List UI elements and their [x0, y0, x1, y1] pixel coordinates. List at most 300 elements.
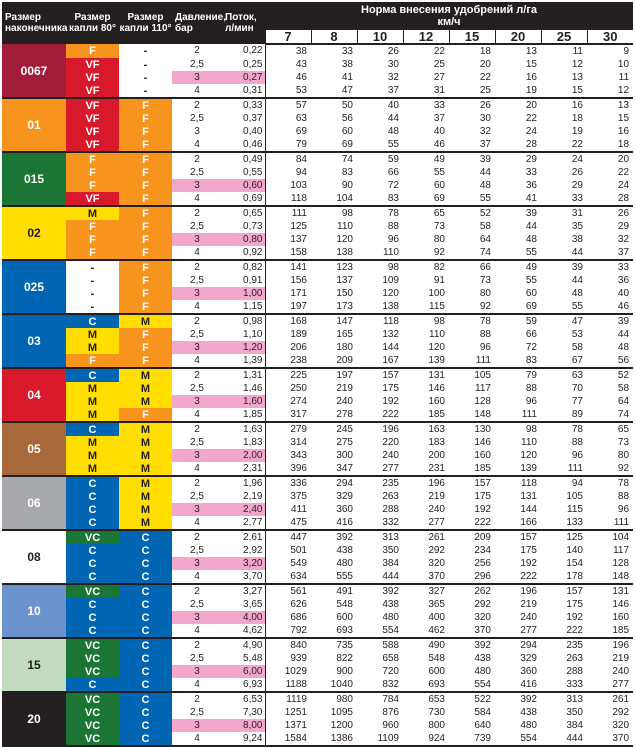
rate-cell: 175 [474, 490, 491, 502]
rate-cell: 231 [403, 462, 449, 476]
table-row [2, 570, 633, 584]
rate-cell: 37 [587, 246, 633, 260]
rate-cell: 1386 [311, 732, 357, 746]
drop-110-badge: F [119, 260, 172, 274]
rate-cell: 100 [428, 287, 445, 299]
drop-110-badge: C [119, 732, 172, 746]
rate-cell: 38 [571, 233, 583, 245]
drop-80-badge: VC [66, 584, 119, 598]
drop-110-badge: F [119, 112, 172, 125]
rate-cell: 92 [449, 300, 495, 314]
drop-110-badge: C [119, 652, 172, 665]
table-row [2, 395, 633, 408]
rate-cell: 148 [449, 408, 495, 422]
rate-cell: 600 [336, 611, 353, 623]
rate-cell: 147 [336, 315, 353, 327]
rate-cell: 92 [587, 462, 633, 476]
drop-110-badge: M [119, 382, 172, 395]
drop-80-badge: VF [66, 192, 119, 206]
rate-cell: 56 [341, 112, 353, 124]
rate-cell: 256 [474, 557, 491, 569]
drop-110-badge: M [119, 490, 172, 503]
rate-cell: 139 [495, 462, 541, 476]
rate-cell: 209 [311, 354, 357, 368]
drop-110-badge: F [119, 206, 172, 220]
rate-cell: 365 [428, 598, 445, 610]
rate-cell: 137 [336, 274, 353, 286]
flow-cell: 0,25 [243, 58, 263, 70]
rate-cell: 27 [433, 71, 445, 83]
drop-80-badge: M [66, 206, 119, 220]
pressure-cell: 2 [194, 315, 200, 327]
rate-cell: 447 [265, 530, 311, 544]
rate-cell: 444 [541, 732, 587, 746]
rate-cell: 197 [336, 369, 353, 381]
rate-cell: 37 [357, 84, 403, 98]
flow-cell: 0,92 [222, 246, 265, 260]
drop-110-badge: - [119, 71, 172, 84]
tip-size-cell: 01 [2, 98, 66, 152]
flow-cell: 7,30 [243, 706, 263, 718]
rate-cell: 55 [541, 300, 587, 314]
drop-80-badge: - [66, 260, 119, 274]
rate-cell: 79 [525, 369, 537, 381]
drop-80-badge: F [66, 166, 119, 179]
rate-cell: 111 [495, 408, 541, 422]
table-row [2, 152, 633, 166]
drop-80-badge: C [66, 490, 119, 503]
rate-cell: 314 [265, 436, 311, 449]
pressure-cell: 2,5 [190, 598, 204, 610]
rate-cell: 111 [449, 354, 495, 368]
pressure-cell: 4 [172, 462, 222, 476]
rate-cell: 52 [617, 369, 630, 381]
drop-80-badge: VF [66, 71, 119, 84]
rate-cell: 22 [525, 112, 537, 124]
rate-cell: 138 [311, 246, 357, 260]
rate-cell: 146 [428, 382, 445, 394]
pressure-cell: 2 [194, 261, 200, 273]
drop-110-badge: M [119, 368, 172, 382]
drop-80-badge: VC [66, 719, 119, 732]
rate-cell: 416 [311, 516, 357, 530]
drop-80-badge: F [66, 233, 119, 246]
rate-cell: 84 [265, 152, 311, 166]
rate-cell: 104 [311, 192, 357, 206]
rate-cell: 69 [311, 138, 357, 152]
rate-cell: 392 [382, 585, 399, 597]
rate-cell: 219 [336, 382, 353, 394]
rate-cell: 78 [617, 477, 630, 489]
rate-cell: 41 [495, 192, 541, 206]
rate-cell: 63 [265, 112, 311, 125]
rate-cell: 128 [612, 557, 630, 569]
table-row [2, 354, 633, 368]
rate-cell: 48 [387, 125, 399, 137]
rate-cell: 137 [265, 233, 311, 246]
rate-cell: 115 [567, 503, 583, 515]
rate-cell: 52 [479, 207, 491, 219]
drop-80-badge: - [66, 274, 119, 287]
rate-cell: 53 [571, 328, 583, 340]
rate-cell: 375 [265, 490, 311, 503]
rate-cell: 32 [479, 125, 491, 137]
rate-cell: 89 [541, 408, 587, 422]
rate-cell: 600 [428, 665, 445, 677]
drop-80-badge: M [66, 341, 119, 354]
rate-cell: 39 [571, 261, 583, 273]
rate-cell: 83 [495, 354, 541, 368]
rate-cell: 50 [341, 99, 353, 111]
rate-cell: 69 [265, 125, 311, 138]
header-pressure: Давление, бар [172, 2, 222, 44]
rate-cell: 141 [265, 260, 311, 274]
rate-cell: 139 [403, 354, 449, 368]
rate-cell: 125 [566, 531, 583, 543]
drop-110-badge: C [119, 719, 172, 732]
speed-col-header: 15 [449, 30, 495, 44]
rate-cell: 130 [474, 423, 491, 435]
rate-cell: 109 [382, 274, 399, 286]
rate-cell: 120 [520, 449, 537, 461]
pressure-cell: 3 [172, 287, 222, 300]
rate-cell: 19 [571, 125, 583, 137]
rate-cell: 185 [587, 624, 633, 638]
tip-size-cell: 02 [2, 206, 66, 260]
rate-cell: 44 [525, 220, 537, 232]
table-row [2, 638, 633, 652]
rate-cell: 110 [429, 328, 445, 340]
rate-cell: 43 [265, 58, 311, 71]
drop-110-badge: F [119, 179, 172, 192]
speed-col-header: 8 [311, 30, 357, 44]
rate-cell: 148 [587, 570, 633, 584]
rate-cell: 59 [525, 315, 537, 327]
rate-title: Норма внесения удобрений л/га [361, 4, 538, 16]
rate-cell: 44 [617, 328, 630, 340]
drop-80-badge: M [66, 382, 119, 395]
rate-cell: 30 [387, 58, 399, 70]
rate-cell: 98 [433, 315, 445, 327]
drop-110-badge: C [119, 611, 172, 624]
drop-80-badge: F [66, 152, 119, 166]
pressure-cell: 4 [172, 624, 222, 638]
header-drop-80: Размер капли 80° [66, 2, 119, 44]
rate-cell: 40 [617, 287, 630, 299]
rate-cell: 118 [521, 477, 537, 489]
rate-cell: 329 [520, 652, 537, 664]
drop-80-badge: C [66, 368, 119, 382]
rate-cell: 554 [449, 678, 495, 692]
pressure-cell: 2,5 [190, 112, 204, 124]
flow-cell: 0,27 [222, 71, 265, 84]
rate-cell: 37 [433, 112, 445, 124]
drop-110-badge: C [119, 678, 172, 692]
rate-cell: 48 [525, 233, 537, 245]
rate-cell: 111 [265, 206, 311, 220]
rate-cell: 57 [265, 98, 311, 112]
rate-cell: 480 [336, 557, 353, 569]
rate-cell: 192 [566, 611, 583, 623]
table-row [2, 179, 633, 192]
rate-cell: 154 [566, 557, 583, 569]
rate-cell: 10 [617, 58, 630, 70]
table-row [2, 341, 633, 354]
rate-cell: 98 [525, 423, 537, 435]
table-row [2, 192, 633, 206]
drop-80-badge: VF [66, 125, 119, 138]
rate-cell: 444 [357, 570, 403, 584]
rate-cell: 146 [612, 598, 630, 610]
pressure-cell: 2 [194, 45, 200, 56]
header-rate-title [265, 2, 633, 30]
pressure-cell: 2,5 [190, 436, 204, 448]
table-row [2, 206, 633, 220]
rate-cell: 110 [521, 436, 537, 448]
rate-cell: 60 [433, 179, 445, 191]
drop-80-badge: VC [66, 665, 119, 678]
drop-110-badge: F [119, 408, 172, 422]
table-row [2, 246, 633, 260]
rate-cell: 634 [265, 570, 311, 584]
speed-col-header: 30 [587, 30, 633, 44]
rate-cell: 313 [566, 693, 583, 705]
flow-cell: 1,39 [222, 354, 265, 368]
drop-80-badge: C [66, 570, 119, 584]
flow-cell: 2,40 [222, 503, 265, 516]
rate-cell: 11 [572, 45, 583, 57]
rate-cell: 300 [336, 449, 353, 461]
flow-cell: 1,96 [243, 477, 263, 489]
rate-cell: 28 [495, 138, 541, 152]
flow-cell: 8,00 [222, 719, 265, 732]
table-row [2, 422, 633, 436]
rate-cell: 55 [449, 192, 495, 206]
rate-cell: 39 [525, 207, 537, 219]
rate-cell: 277 [357, 462, 403, 476]
drop-80-badge: C [66, 422, 119, 436]
drop-80-badge: F [66, 220, 119, 233]
flow-cell: 4,62 [222, 624, 265, 638]
table-row [2, 328, 633, 341]
rate-cell: 370 [449, 624, 495, 638]
drop-80-badge: VC [66, 732, 119, 746]
pressure-cell: 3 [172, 611, 222, 624]
drop-110-badge: M [119, 422, 172, 436]
pressure-cell: 2 [194, 369, 200, 381]
tip-size-cell: 015 [2, 152, 66, 206]
rate-cell: 65 [617, 423, 630, 435]
rate-cell: 250 [265, 382, 311, 395]
rate-cell: 584 [474, 706, 491, 718]
table-row [2, 557, 633, 570]
flow-cell: 0,46 [222, 138, 265, 152]
rate-cell: 160 [612, 611, 630, 623]
flow-cell: 0,69 [222, 192, 265, 206]
tip-size-cell: 04 [2, 368, 66, 422]
flow-cell: 0,49 [243, 153, 263, 165]
rate-cell: 28 [587, 192, 633, 206]
rate-cell: 35 [571, 220, 583, 232]
rate-cell: 939 [265, 652, 311, 665]
drop-80-badge: C [66, 598, 119, 611]
drop-80-badge: VF [66, 112, 119, 125]
rate-cell: 73 [479, 274, 491, 286]
pressure-cell: 2 [194, 531, 200, 543]
rate-cell: 49 [433, 153, 445, 165]
tip-size-cell: 025 [2, 260, 66, 314]
pressure-cell: 2,5 [190, 58, 204, 70]
pressure-cell: 2 [194, 153, 200, 165]
rate-cell: 288 [566, 665, 583, 677]
rate-cell: 77 [571, 395, 583, 407]
drop-110-badge: - [119, 44, 172, 58]
drop-80-badge: C [66, 314, 119, 328]
rate-cell: 240 [520, 611, 537, 623]
rate-cell: 653 [428, 693, 445, 705]
rate-cell: 320 [612, 719, 630, 731]
rate-cell: 110 [357, 246, 403, 260]
rate-cell: 58 [479, 220, 491, 232]
rate-cell: 125 [265, 220, 311, 233]
drop-110-badge: F [119, 354, 172, 368]
rate-cell: 294 [336, 477, 353, 489]
pressure-cell: 2 [194, 585, 200, 597]
rate-cell: 98 [387, 261, 399, 273]
rate-cell: 55 [525, 274, 537, 286]
rate-cell: 238 [265, 354, 311, 368]
rate-cell: 29 [525, 153, 537, 165]
drop-80-badge: VF [66, 98, 119, 112]
rate-cell: 26 [479, 99, 491, 111]
rate-cell: 18 [571, 112, 583, 124]
drop-110-badge: F [119, 98, 172, 112]
rate-cell: 72 [525, 341, 537, 353]
drop-110-badge: F [119, 246, 172, 260]
rate-cell: 111 [541, 462, 587, 476]
flow-cell: 0,37 [243, 112, 263, 124]
pressure-cell: 4 [172, 192, 222, 206]
rate-cell: 32 [387, 71, 399, 83]
rate-cell: 222 [357, 408, 403, 422]
rate-cell: 22 [433, 45, 445, 57]
rate-cell: 240 [612, 665, 630, 677]
table-row [2, 719, 633, 732]
rate-cell: 1200 [330, 719, 353, 731]
flow-cell: 4,00 [222, 611, 265, 624]
drop-110-badge: F [119, 287, 172, 300]
rate-cell: 396 [265, 462, 311, 476]
drop-110-badge: C [119, 665, 172, 678]
rate-cell: 900 [336, 665, 353, 677]
table-row [2, 260, 633, 274]
table-row [2, 138, 633, 152]
rate-cell: 39 [617, 315, 630, 327]
table-row [2, 314, 633, 328]
rate-cell: 548 [428, 652, 445, 664]
drop-80-badge: F [66, 246, 119, 260]
rate-cell: 30 [479, 112, 491, 124]
flow-cell: 1,46 [243, 382, 263, 394]
rate-cell: 105 [474, 369, 491, 381]
rate-cell: 80 [479, 287, 491, 299]
drop-80-badge: - [66, 287, 119, 300]
table-row [2, 166, 633, 179]
rate-cell: 117 [475, 382, 491, 394]
table-row [2, 382, 633, 395]
drop-80-badge: C [66, 611, 119, 624]
drop-80-badge: M [66, 449, 119, 462]
rate-cell: 296 [449, 570, 495, 584]
rate-cell: 33 [617, 261, 630, 273]
rate-cell: 1251 [265, 706, 311, 719]
rate-cell: 235 [566, 639, 583, 651]
rate-cell: 33 [541, 192, 587, 206]
rate-cell: 234 [474, 544, 491, 556]
rate-cell: 219 [428, 490, 445, 502]
rate-cell: 235 [382, 477, 399, 489]
rate-cell: 327 [428, 585, 445, 597]
rate-cell: 196 [520, 585, 537, 597]
speed-unit: км/ч [437, 16, 461, 28]
flow-cell: 1,63 [243, 423, 263, 435]
rate-cell: 1029 [265, 665, 311, 678]
rate-cell: 128 [474, 395, 491, 407]
flow-cell: 1,10 [243, 328, 263, 340]
rate-cell: 392 [336, 531, 353, 543]
rate-cell: 67 [541, 354, 587, 368]
rate-cell: 262 [474, 585, 491, 597]
rate-cell: 133 [541, 516, 587, 530]
rate-cell: 554 [495, 732, 541, 746]
rate-cell: 263 [566, 652, 583, 664]
rate-cell: 320 [474, 611, 491, 623]
rate-cell: 197 [265, 300, 311, 314]
flow-cell: 2,19 [243, 490, 263, 502]
table-row [2, 665, 633, 678]
rate-cell: 91 [433, 274, 445, 286]
rate-cell: 320 [428, 557, 445, 569]
table-row [2, 652, 633, 665]
table-row [2, 732, 633, 746]
rate-cell: 66 [525, 328, 537, 340]
rate-cell: 15 [525, 58, 537, 70]
rate-cell: 1109 [357, 732, 403, 746]
rate-cell: 44 [479, 166, 491, 178]
pressure-cell: 2,5 [190, 274, 204, 286]
drop-80-badge: VC [66, 692, 119, 706]
speed-col-header: 7 [265, 30, 311, 44]
pressure-cell: 4 [172, 138, 222, 152]
table-row [2, 112, 633, 125]
rate-cell: 462 [403, 624, 449, 638]
rate-cell: 360 [520, 665, 537, 677]
table-row [2, 462, 633, 476]
pressure-cell: 3 [172, 449, 222, 462]
rate-cell: 876 [382, 706, 399, 718]
rate-cell: 146 [474, 436, 491, 448]
rate-cell: 118 [383, 315, 399, 327]
rate-cell: 347 [311, 462, 357, 476]
rate-cell: 88 [387, 220, 399, 232]
rate-cell: 56 [587, 354, 633, 368]
tip-size-cell: 15 [2, 638, 66, 692]
rate-cell: 105 [566, 490, 583, 502]
table-row [2, 287, 633, 300]
pressure-cell: 2,5 [190, 706, 204, 718]
pressure-cell: 2 [194, 423, 200, 435]
drop-110-badge: - [119, 58, 172, 71]
